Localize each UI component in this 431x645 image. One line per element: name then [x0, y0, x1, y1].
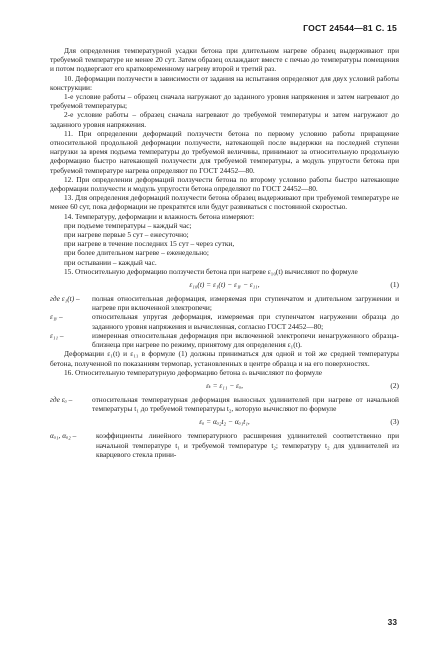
paragraph-12: 12. При определении деформаций ползучести бетона по второму условию работы быстро натекающие деформации ползучести и модуль упругости бетона определяют по ГОСТ 24452—80.	[50, 174, 399, 194]
definition-text: относительная температурная деформация выносных удлинителей при нагреве от начальной температуры t₁ до требуемой температуры t₂, которую вычисляют по формуле	[92, 394, 399, 414]
measure-item: при нагреве в течение последних 15 сут – через сутки,	[64, 239, 235, 249]
paragraph-11: 11. При определении деформаций ползучести бетона по первому условию работы приращение относительной продольной деформации ползучести, натекающей после выдержки на последней ступени нагрузки за время подъема температуры до требуемой величины, принимают за относительную продольную деформацию быстро натекающей ползучести для требуемой температуры, а модуль упругости бетона при требуемой температуре нагрева определяют по ГОСТ 24452—80.	[50, 128, 399, 175]
definition-symbol: где ε₁(t) –	[50, 294, 80, 304]
formula-2	[50, 381, 399, 391]
page-header: ГОСТ 24544—81 С. 15	[303, 23, 397, 33]
measure-item: при более длительном нагреве – еженедельно;	[64, 248, 209, 258]
paragraph-16: 16. Относительную температурную деформацию бетона εₜ вычисляют по формуле	[64, 367, 323, 377]
definition-item	[50, 395, 399, 413]
formula-1	[50, 280, 399, 290]
paragraph-15-note: Деформации ε₁(t) и ε₁₁ в формуле (1) должны приниматься для одной и той же средней температуры бетона, полученной по показаниям термопар, установленных в центре образца и на его поверхностях.	[50, 349, 399, 368]
paragraph-shrinkage: Для определения температурной усадки бетона при длительном нагреве образец выдерживают при требуемой температуре не менее 20 сут. Затем образец охлаждают вместе с печью до температуры помещения и потом подвергают его кратковременному нагреву второй и третий раз.	[50, 46, 399, 74]
definition-text: коэффициенты линейного температурного расширения удлинителей соответственно при начальной температуре t₁ и требуемой температуре t₂; температуру t₂ для удлинителей из кварцевого стекла прини-	[96, 431, 399, 459]
body-text	[50, 46, 399, 459]
definition-item	[50, 312, 399, 330]
formula-3-number: (3)	[390, 417, 399, 427]
paragraph-10: 10. Деформации ползучести в зависимости от задания на испытания определяют для двух условий работы конструкции:	[50, 73, 399, 92]
paragraph-15: 15. Относительную деформацию ползучести бетона при нагреве ε₁₀(t) вычисляют по формуле	[64, 266, 358, 276]
formula-3-text: εₐ = αₐ₂t₂ − αₐ₁t₁,	[199, 417, 250, 427]
definition-symbol: ε₁₁ –	[50, 330, 64, 340]
condition-1: 1-е условие работы – образец сначала нагружают до заданного уровня напряжения и затем нагревают до требуемой температуры;	[50, 92, 399, 111]
paragraph-14: 14. Температуру, деформации и влажность бетона измеряют:	[64, 211, 255, 221]
condition-2: 2-е условие работы – образец сначала нагревают до требуемой температуры и затем нагружают до заданного уровня напряжения.	[50, 110, 399, 129]
definition-symbol: αₐ₁, αₐ₂ –	[50, 431, 77, 441]
formula-2-text: εₜ = ε₁₁ − εₐ,	[206, 380, 243, 390]
measure-item: при остывании – каждый час.	[64, 257, 157, 267]
definition-text: относительная упругая деформация, измеряемая при ступенчатом нагружении образца до заданного уровня напряжения и вычисленная, согласно ГОСТ 24452—80;	[92, 312, 399, 331]
measure-item: при нагреве первые 5 сут – ежесуточно;	[64, 230, 189, 240]
formula-1-text: ε₁₀(t) = ε₁(t) − ε₁ᵧ − ε₁₁,	[189, 280, 260, 290]
measure-item: при подъеме температуры – каждый час;	[64, 220, 192, 230]
definition-item	[50, 431, 399, 459]
formula-3	[50, 417, 399, 427]
formula-1-number: (1)	[390, 280, 399, 290]
formula-2-number: (2)	[390, 380, 399, 390]
definition-symbol: ε₁ᵧ –	[50, 312, 63, 322]
definition-text: полная относительная деформация, измеряемая при ступенчатом и длительном загружении и нагреве при включенной электропечи;	[92, 294, 399, 313]
paragraph-13: 13. Для определения деформаций ползучести бетона образец выдерживают при требуемой температуре не менее 60 сут, пока деформации не прекратятся или будут развиваться с постоянной скоростью.	[50, 193, 399, 212]
definition-text: измеренная относительная деформация при включенной электропечи ненагруженного образца-близнеца при нагреве по режиму, принятому для определения ε₁(t).	[92, 330, 399, 350]
definition-symbol: где εₐ –	[50, 394, 73, 404]
definition-item	[50, 294, 399, 312]
page-number: 33	[387, 617, 397, 627]
definition-item	[50, 331, 399, 349]
